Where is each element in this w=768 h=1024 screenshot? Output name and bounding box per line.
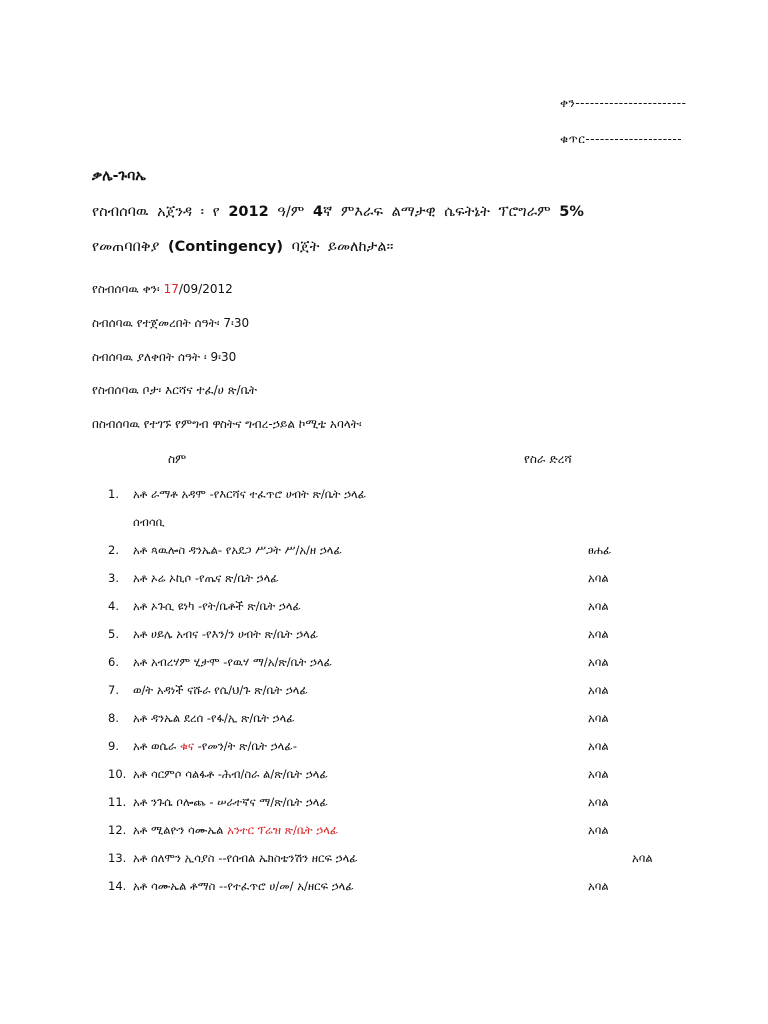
list-item-role: አባል bbox=[588, 879, 609, 893]
list-item-role: አባል bbox=[588, 767, 609, 781]
meeting-date bbox=[92, 282, 233, 297]
list-item-name-highlight: አንተር ፕሬዝ ጽ/ቤት ኃላፊ bbox=[227, 823, 339, 837]
list-item-role: አባል bbox=[588, 739, 609, 753]
list-item-number: 10. bbox=[108, 767, 127, 781]
list-item-number: 7. bbox=[108, 683, 119, 697]
list-item-name bbox=[133, 823, 338, 838]
list-item-name: አቶ ሰለሞን ኢሳያስ --የሰብል ኤክስቴንሽን ዘርፍ ኃላፊ bbox=[133, 851, 358, 865]
list-item bbox=[0, 571, 768, 591]
list-item-role: ፀሐፊ bbox=[588, 543, 612, 557]
agenda-line-2 bbox=[92, 239, 393, 255]
list-item bbox=[0, 711, 768, 731]
agenda-year: 2012 bbox=[228, 204, 269, 220]
list-item-number: 1. bbox=[108, 487, 119, 501]
list-item-role: አባል bbox=[588, 627, 609, 641]
list-item-name: አቶ ጳዉሎስ ዳንኤል- የአደጋ ሥጋት ሥ/አ/ዘ ኃላፊ bbox=[133, 543, 342, 557]
list-item-number: 5. bbox=[108, 627, 119, 641]
agenda-line-1 bbox=[92, 204, 584, 220]
list-item-name-part: አቶ ሚልዮን ሳሙኤል bbox=[133, 823, 228, 837]
attendees-heading: በስብሰባዉ የተገኙ የምግብ ዋስትና ግብረ-ኃይል ኮሚቴ አባላት፡ bbox=[92, 417, 362, 431]
list-item-number: 8. bbox=[108, 711, 119, 725]
list-item-role: አባል bbox=[588, 599, 609, 613]
list-item-name-part: አቶ ወሴራ bbox=[133, 739, 180, 753]
list-item-number: 4. bbox=[108, 599, 119, 613]
list-item bbox=[0, 739, 768, 759]
list-item bbox=[0, 599, 768, 619]
agenda-line2-rest: ባጀት ይመለከታል። bbox=[282, 239, 394, 255]
list-item-role: አባል bbox=[632, 851, 653, 865]
list-item bbox=[0, 767, 768, 787]
list-item-name: አቶ ኦጉሲ ዩነካ -የት/ቤቶች ጽ/ቤት ኃላፊ bbox=[133, 599, 302, 613]
agenda-percent: 5% bbox=[559, 204, 584, 220]
list-item-name: አቶ አብረሃም ሂታሞ -የዉሃ ማ/አ/ጽ/ቤት ኃላፊ bbox=[133, 655, 333, 669]
list-item bbox=[0, 851, 768, 871]
date-field-line: ቀን----------------------- bbox=[560, 96, 687, 110]
list-item-name: አቶ ዳንኤል ደረሰ -የፋ/ኢ ጽ/ቤት ኃላፊ bbox=[133, 711, 295, 725]
meeting-end-time: ስብሰባዉ ያለቀበት ሰዓት ፡ 9፡30 bbox=[92, 350, 237, 364]
list-item bbox=[0, 879, 768, 899]
agenda-program: ኛ ምእራፍ ልማታዊ ሴፍትኔት ፕሮግራም bbox=[322, 204, 560, 220]
list-item-number: 2. bbox=[108, 543, 119, 557]
list-item-name: አቶ ሀይሌ አብና -የእን/ን ሀብት ጽ/ቤት ኃላፊ bbox=[133, 627, 319, 641]
list-item-name-cont: ሰብሳቢ bbox=[133, 515, 165, 529]
list-item-number: 6. bbox=[108, 655, 119, 669]
list-item-role: አባል bbox=[588, 683, 609, 697]
column-header-name: ስም bbox=[168, 452, 187, 466]
list-item-name: አቶ ሳሙኤል ቶማስ --የተፈጥሮ ሀ/መ/ አ/ዘርፍ ኃላፊ bbox=[133, 879, 354, 893]
meeting-start-time: ስብሰባዉ የተጀመረበት ሰዓት፡ 7፡30 bbox=[92, 316, 250, 330]
list-item-name: አቶ ኦሬ ኦኪሶ -የጤና ጽ/ቤት ኃላፊ bbox=[133, 571, 279, 585]
list-item-name: አቶ ንጉሴ ቦሎጨ - ሠራተኛና ማ/ጽ/ቤት ኃላፊ bbox=[133, 795, 329, 809]
list-item-name bbox=[133, 739, 297, 754]
agenda-year-suffix: ዓ/ም bbox=[268, 204, 313, 220]
reference-number-line: ቁጥር-------------------- bbox=[560, 132, 683, 146]
list-item bbox=[0, 487, 768, 507]
agenda-prefix: የስብሰባዉ አጀንዳ ፡ የ bbox=[92, 204, 229, 220]
list-item bbox=[0, 683, 768, 703]
list-item-name-part: -የመን/ት ጽ/ቤት ኃላፊ- bbox=[193, 739, 298, 753]
list-item-number: 14. bbox=[108, 879, 127, 893]
list-item-number: 9. bbox=[108, 739, 119, 753]
list-item-name: አቶ ራማቶ አዳሞ -የእርሻና ተፈጥሮ ሀብት ጽ/ቤት ኃላፊ bbox=[133, 487, 367, 501]
list-item bbox=[0, 655, 768, 675]
list-item-number: 13. bbox=[108, 851, 127, 865]
list-item-name: ወ/ት አዳነች ናሹራ የሴ/ህ/ጉ ጽ/ቤት ኃላፊ bbox=[133, 683, 308, 697]
list-item bbox=[0, 823, 768, 843]
list-item bbox=[0, 543, 768, 563]
agenda-phase-number: 4 bbox=[312, 204, 323, 220]
document-title: ቃሌ-ጉባኤ bbox=[92, 168, 146, 184]
list-item bbox=[0, 627, 768, 647]
list-item-continuation bbox=[0, 515, 768, 535]
list-item-role: አባል bbox=[588, 795, 609, 809]
column-header-role: የስራ ድረሻ bbox=[524, 452, 572, 466]
meeting-place: የስብሰባዉ ቦታ፡ እርሻና ተፈ/ሀ ጽ/ቤት bbox=[92, 383, 257, 397]
list-item-name: አቶ ሳርምሶ ሳልፋቶ -ሕብ/ስራ ል/ጽ/ቤት ኃላፊ bbox=[133, 767, 329, 781]
meeting-date-label: የስብሰባዉ ቀን፡ bbox=[92, 282, 164, 296]
list-item-number: 3. bbox=[108, 571, 119, 585]
meeting-date-rest: /09/2012 bbox=[178, 282, 233, 296]
agenda-contingency: (Contingency) bbox=[167, 239, 283, 255]
list-item-role: አባል bbox=[588, 711, 609, 725]
list-item bbox=[0, 795, 768, 815]
list-item-number: 11. bbox=[108, 795, 127, 809]
meeting-date-day: 17 bbox=[163, 282, 179, 296]
list-item-role: አባል bbox=[588, 655, 609, 669]
list-item-number: 12. bbox=[108, 823, 127, 837]
agenda-line2-prefix: የመጠባበቅያ bbox=[92, 239, 168, 255]
list-item-role: አባል bbox=[588, 823, 609, 837]
list-item-name-highlight: ቁና bbox=[180, 739, 194, 753]
list-item-role: አባል bbox=[588, 571, 609, 585]
